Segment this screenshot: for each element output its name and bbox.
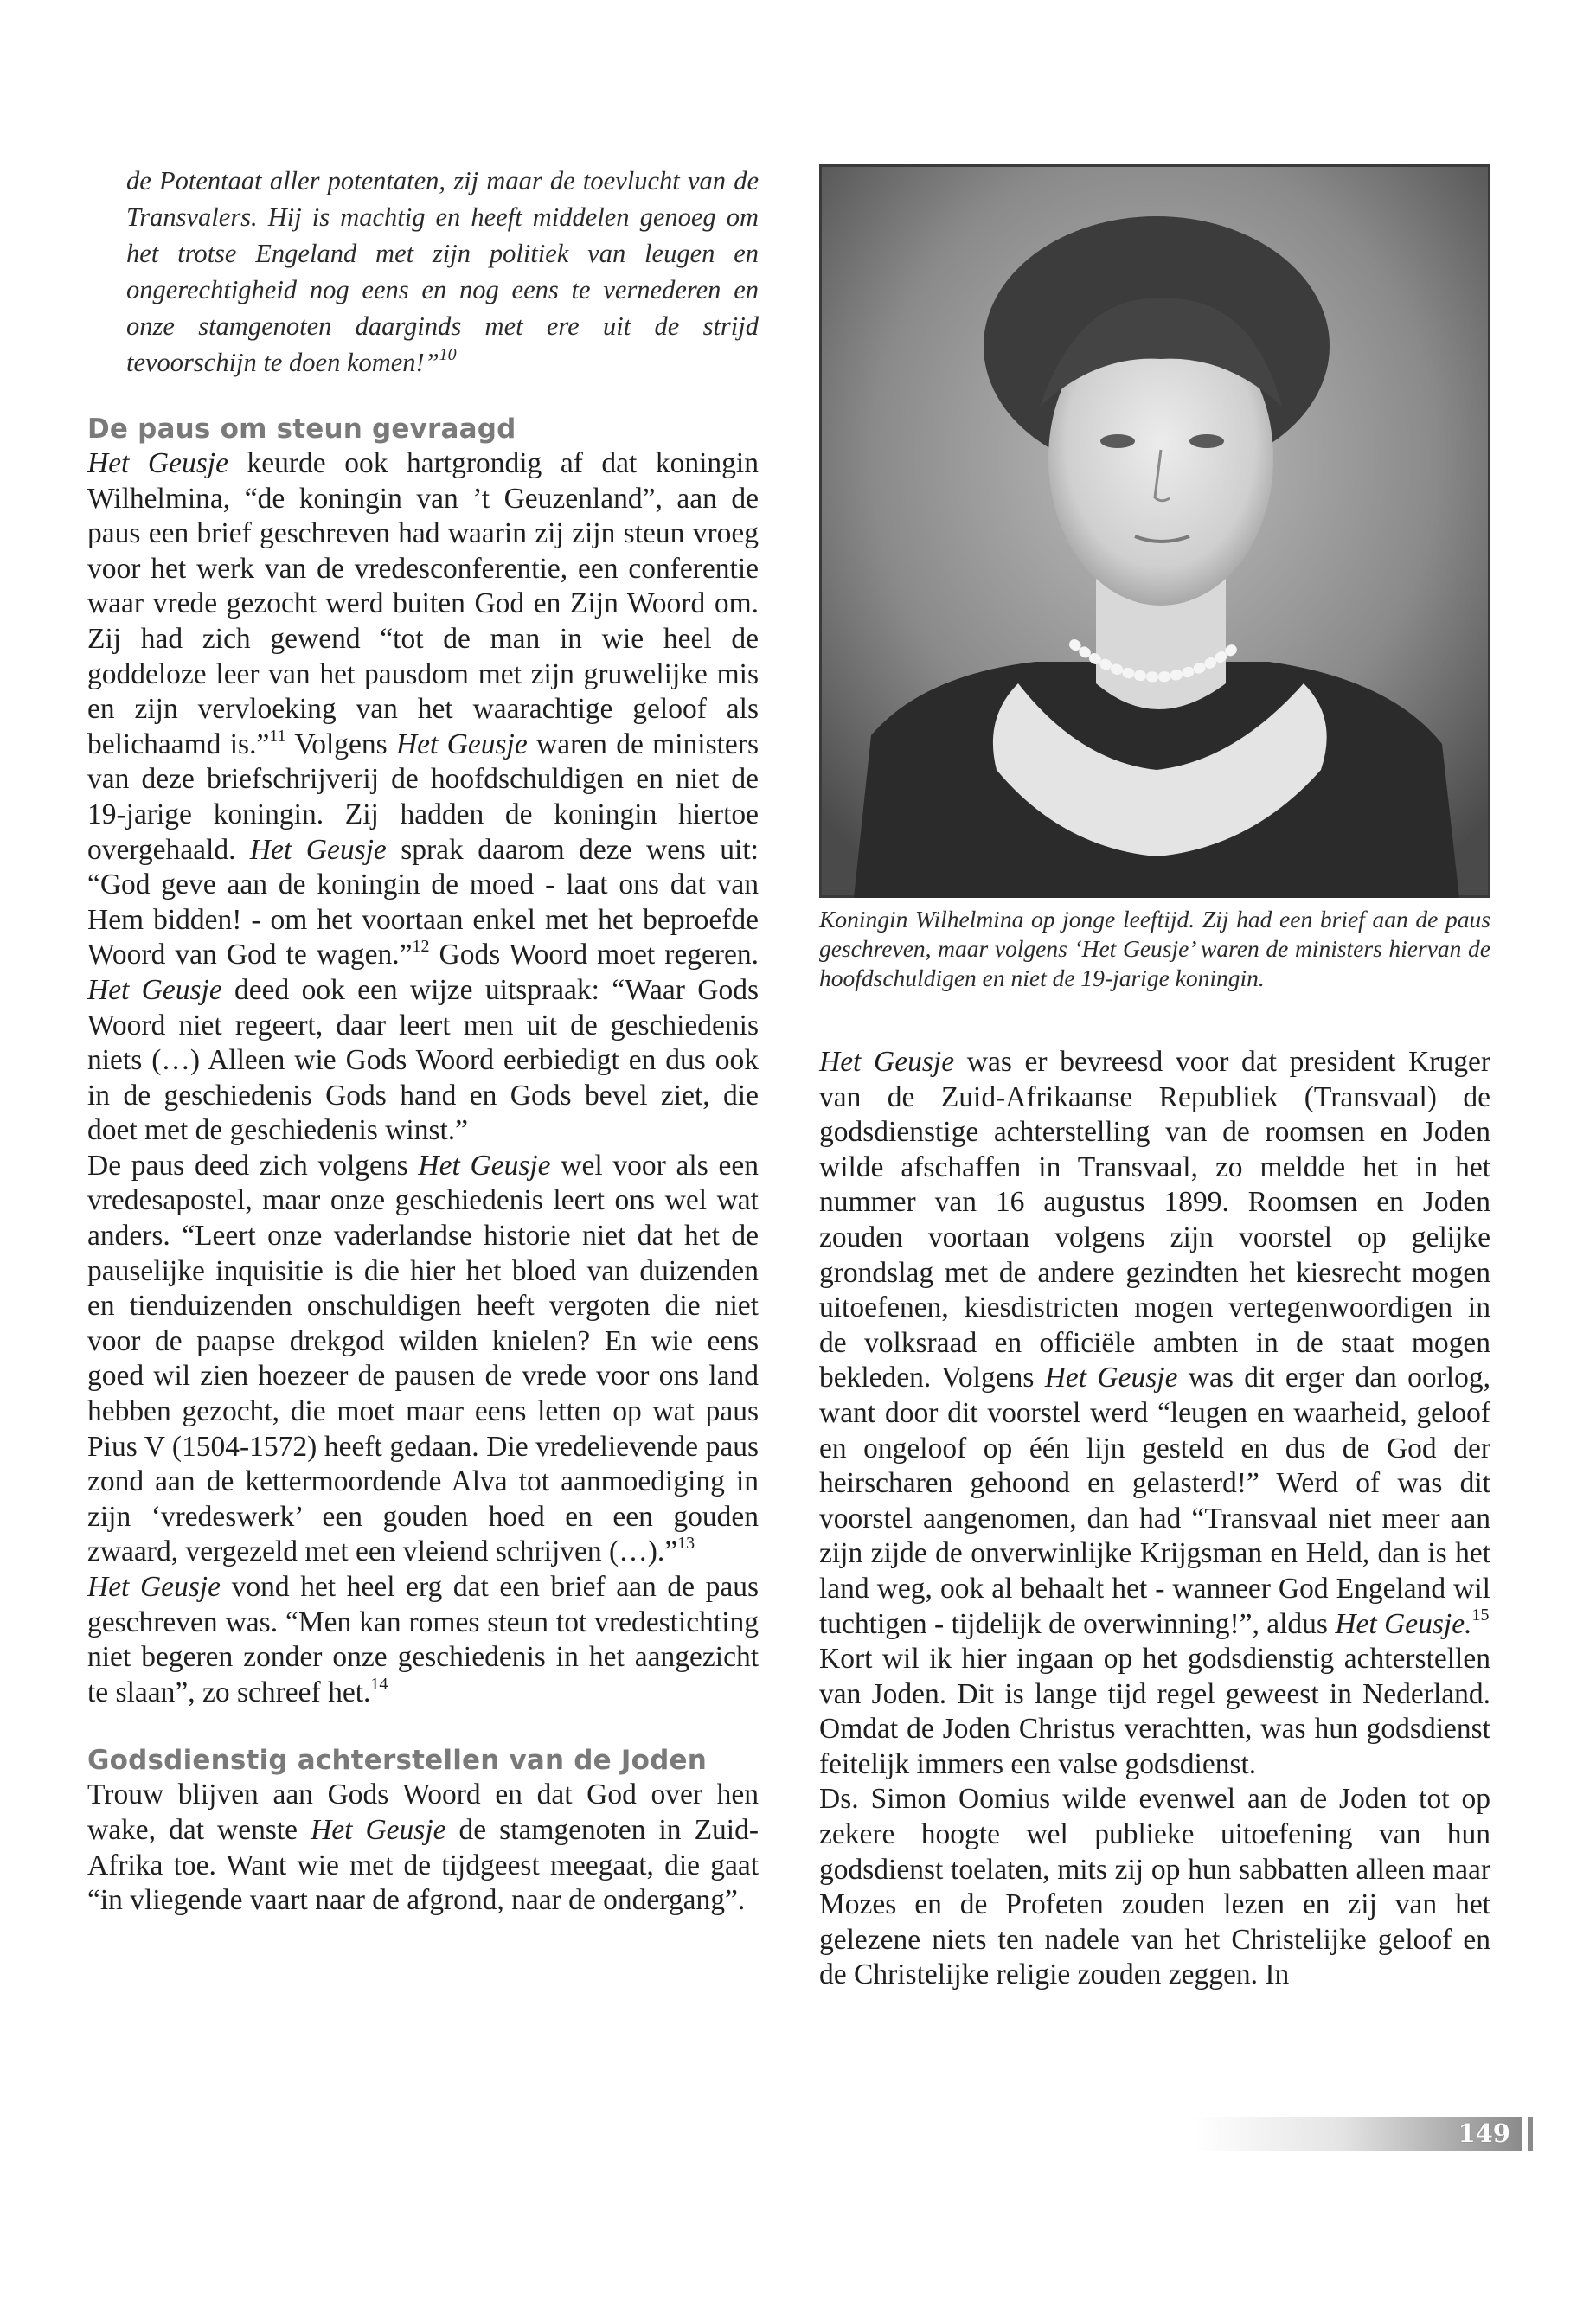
page-number: 149: [1458, 2118, 1510, 2148]
paragraph: Het Geusje keurde ook hartgrondig af dat koningin Wilhelmina, “de koningin van ’t Geuzenland”, aan de paus een brief geschreven had waarin zij zijn steun vroeg voor het werk van de vredesconferentie, een conferentie waar vrede gezocht werd buiten God en Zijn Woord om. Zij had zich gewend “tot de man in wie heel de goddeloze leer van het pausdom met zijn gruwelijke mis en zijn vervloeking van het waarachtige geloof als belichaamd is.”$^{11}$ Volgens Het Geusje waren de ministers van deze briefschrijverij de hoofdschuldigen en niet de 19-jarige koningin. Zij hadden de koningin hiertoe overgehaald. Het Geusje sprak daarom deze wens uit: “God geve aan de koningin de moed - laat ons dat van Hem bidden! - om het voortaan enkel met het beproefde Woord van God te wagen.”$^{12}$ Gods Woord moet regeren. Het Geusje deed ook een wijze uitspraak: “Waar Gods Woord niet regeert, daar leert men uit de geschiedenis niets (…) Alleen wie Gods Woord eerbiedigt en dus ook in de geschiedenis Gods hand en Gods bevel ziet, die doet met de geschiedenis winst.”: [87, 447, 759, 1147]
footnote-ref: 14: [370, 1674, 388, 1694]
photo-caption: Koningin Wilhelmina op jonge leeftijd. Zij had een brief aan de paus geschreven, maar volgens ‘Het Geusje’ waren de ministers hiervan de hoofdschuldigen en niet de 19-jarige koningin.: [819, 906, 1490, 991]
paragraph: De paus deed zich volgens Het Geusje wel voor als een vredesapostel, maar onze geschiedenis leert ons wel wat anders. “Leert onze vaderlandse historie niet dat het de pauselijke inquisitie is die hier het bloed van duizenden en tienduizenden onschuldigen heeft vergoten die niet voor de paapse drekgod wilden knielen? En wie eens goed wil zien hoezeer de pausen de vrede voor ons land hebben gezocht, die moet maar eens letten op wat paus Pius V (1504-1572) heeft gedaan. Die vredelievende paus zond aan de kettermoordende Alva tot aanmoediging in zijn ‘vredeswerk’ een gouden hoed en een gouden zwaard, vergezeld met een vleiend schrijven (…).”$^{13}$: [87, 1149, 759, 1568]
right-column: [819, 1045, 1490, 1993]
section-heading: Godsdienstig achterstellen van de Joden: [87, 1745, 708, 1777]
paragraph: Ds. Simon Oomius wilde evenwel aan de Joden tot op zekere hoogte wel publieke uitoefening van hun godsdienst toelaten, mits zij op hun sabbatten alleen maar Mozes en de Profeten zouden lezen en zij van het gelezene niets ten nadele van het Christelijke geloof en de Christelijke religie zouden zeggen. In: [819, 1783, 1490, 1991]
paragraph: Kort wil ik hier ingaan op het godsdienstig achterstellen van Joden. Dit is lange tijd regel geweest in Nederland. Omdat de Joden Christus verachtten, was hun godsdienst feitelijk immers een valse godsdienst.: [819, 1643, 1490, 1780]
paragraph: Het Geusje was er bevreesd voor dat president Kruger van de Zuid-Afrikaanse Republiek (Transvaal) de godsdienstige achterstelling van de roomsen en Joden wilde afschaffen in Transvaal, zo meldde het in het nummer van 16 augustus 1899. Roomsen en Joden zouden voortaan volgens zijn voorstel op gelijke grondslag met de andere gezindten het kiesrecht mogen uitoefenen, kiesdistricten mogen vertegenwoordigen in de volksraad en officiële ambten in de staat mogen bekleden. Volgens Het Geusje was dit erger dan oorlog, want door dit voorstel werd “leugen en waarheid, geloof en ongeloof op één lijn gesteld en dus de God der heirscharen gehoond en gelasterd!” Werd of was dit voorstel aangenomen, dan had “Transvaal niet meer aan zijn zijde de onverwinlijke Krijgsman en Held, dan is het land weg, ook al behaalt het - wanneer God Engeland wil tuchtigen - tijdelijk de overwinning!”, aldus Het Geusje.$^{15}$: [819, 1046, 1490, 1640]
footnote-ref: 13: [677, 1534, 695, 1554]
footnote-ref: 10: [439, 344, 457, 364]
footnote-ref: 12: [412, 937, 430, 957]
paragraph: Trouw blijven aan Gods Woord en dat God over hen wake, dat wenste Het Geusje de stamgenoten in Zuid-Afrika toe. Want wie met de tijdgeest meegaat, die gaat “in vliegende vaart naar de afgrond, naar de ondergang”.: [87, 1779, 759, 1917]
footnote-ref: 11: [269, 726, 286, 746]
section-heading: De paus om steun gevraagd: [87, 413, 516, 445]
paragraph: Het Geusje vond het heel erg dat een brief aan de paus geschreven was. “Men kan romes steun tot vredestichting niet begeren zonder onze geschiedenis in het aangezicht te slaan”, zo schreef het.$^{14}$: [87, 1571, 759, 1708]
footnote-ref: 15: [1471, 1606, 1490, 1625]
page-bar-stripe: [1528, 2117, 1533, 2151]
page-number-bar: [1194, 2117, 1522, 2151]
quote-text: de Potentaat aller potentaten, zij maar de toevlucht van de Transvalers. Hij is machtig en heeft middelen genoeg om het trotse Engeland met zijn politiek van leugen en ongerechtigheid nog eens en nog eens te vernederen en onze stamgenoten daarginds met ere uit de strijd tevoorschijn te doen komen!”: [126, 166, 759, 377]
left-column: [87, 163, 759, 1919]
portrait-photo: [819, 164, 1490, 898]
block-quote: [126, 163, 759, 381]
